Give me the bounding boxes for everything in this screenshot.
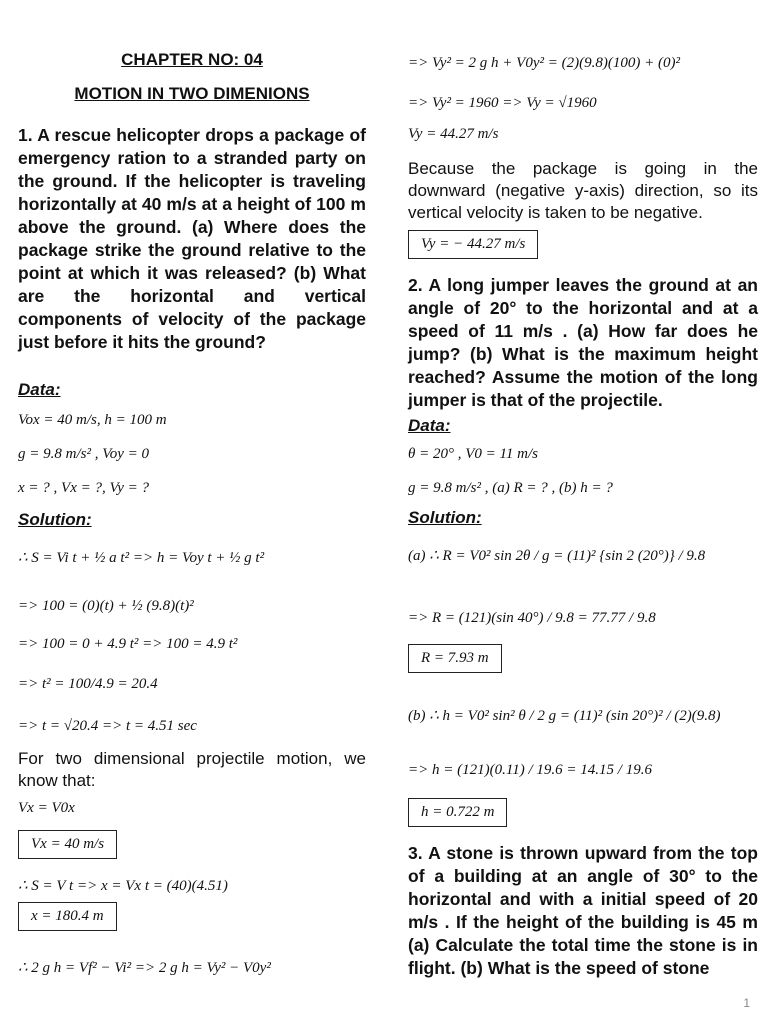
result-box-x: x = 180.4 m <box>18 902 117 931</box>
q1-data-line: Vox = 40 m/s, h = 100 m <box>18 412 167 428</box>
chapter-title: CHAPTER NO: 04 <box>121 50 263 69</box>
q1-step: ∴ S = Vi t + ½ a t² => h = Voy t + ½ g t² <box>18 550 265 566</box>
question-1-text: 1. A rescue helicopter drops a package of emergency ration to a stranded party on the ground. If the helicopter is traveling horizontally at 40 m/s at a height of 100 m above the ground. (a) Where does the package strike the ground relative to the point at which it was released? (b) What are the horizontal and vertical components of velocity of the package just before it hits the ground? <box>18 125 366 352</box>
q1-data-line: x = ? , Vx = ?, Vy = ? <box>18 480 150 496</box>
result-box-vx: Vx = 40 m/s <box>18 830 117 859</box>
q2-step: => R = (121)(sin 40°) / 9.8 = 77.77 / 9.8 <box>408 610 656 626</box>
q1-solution-label: Solution: <box>18 510 92 529</box>
q1-cont-step: Vy = 44.27 m/s <box>408 126 499 142</box>
q2-data-line: g = 9.8 m/s² , (a) R = ? , (b) h = ? <box>408 480 613 496</box>
page-number: 1 <box>743 996 750 1010</box>
q1-data-label: Data: <box>18 380 61 399</box>
q1-data-line: g = 9.8 m/s² , Voy = 0 <box>18 446 149 462</box>
result-box-vy: Vy = − 44.27 m/s <box>408 230 538 259</box>
q1-step: => t² = 100/4.9 = 20.4 <box>18 676 158 692</box>
q1-vx-eq: Vx = V0x <box>18 800 75 816</box>
result-box-r: R = 7.93 m <box>408 644 502 673</box>
question-3-text: 3. A stone is thrown upward from the top of a building at an angle of 30° to the horizontal and with a initial speed of 20 m/s . If the height of the building is 45 m (a) Calculate the total time the stone is in flight. (b) What is the speed of stone <box>408 843 758 978</box>
q2-solution-label: Solution: <box>408 508 482 527</box>
result-box-h: h = 0.722 m <box>408 798 507 827</box>
chapter-subtitle: MOTION IN TWO DIMENIONS <box>74 84 310 103</box>
q1-last-eq: ∴ 2 g h = Vf² − Vi² => 2 g h = Vy² − V0y² <box>18 960 271 976</box>
q1-paragraph: For two dimensional projectile motion, we know that: <box>18 749 366 790</box>
q1-step: => t = √20.4 => t = 4.51 sec <box>18 718 197 734</box>
q2-step-b: => h = (121)(0.11) / 19.6 = 14.15 / 19.6 <box>408 762 652 778</box>
q1-step: => 100 = 0 + 4.9 t² => 100 = 4.9 t² <box>18 636 238 652</box>
q1-cont-step: => Vy² = 1960 => Vy = √1960 <box>408 95 597 111</box>
q1-cont-step: => Vy² = 2 g h + V0y² = (2)(9.8)(100) + (0)² <box>408 55 680 71</box>
q1-step: => 100 = (0)(t) + ½ (9.8)(t)² <box>18 598 194 614</box>
q2-data-label: Data: <box>408 416 451 435</box>
q1-cont-paragraph: Because the package is going in the downward (negative y-axis) direction, so its vertical velocity is taken to be negative. <box>408 159 758 222</box>
q2-step-b: (b) ∴ h = V0² sin² θ / 2 g = (11)² (sin 20°)² / (2)(9.8) <box>408 708 721 724</box>
q1-s-eq: ∴ S = V t => x = Vx t = (40)(4.51) <box>18 878 228 894</box>
q2-step: (a) ∴ R = V0² sin 2θ / g = (11)² {sin 2 (20°)} / 9.8 <box>408 548 706 564</box>
q2-data-line: θ = 20° , V0 = 11 m/s <box>408 446 538 462</box>
question-2-text: 2. A long jumper leaves the ground at an angle of 20° to the horizontal and at a speed of 11 m/s . (a) How far does he jump? (b) What is the maximum height reached? Assume the motion of the long jumper is that of the projectile. <box>408 275 758 410</box>
